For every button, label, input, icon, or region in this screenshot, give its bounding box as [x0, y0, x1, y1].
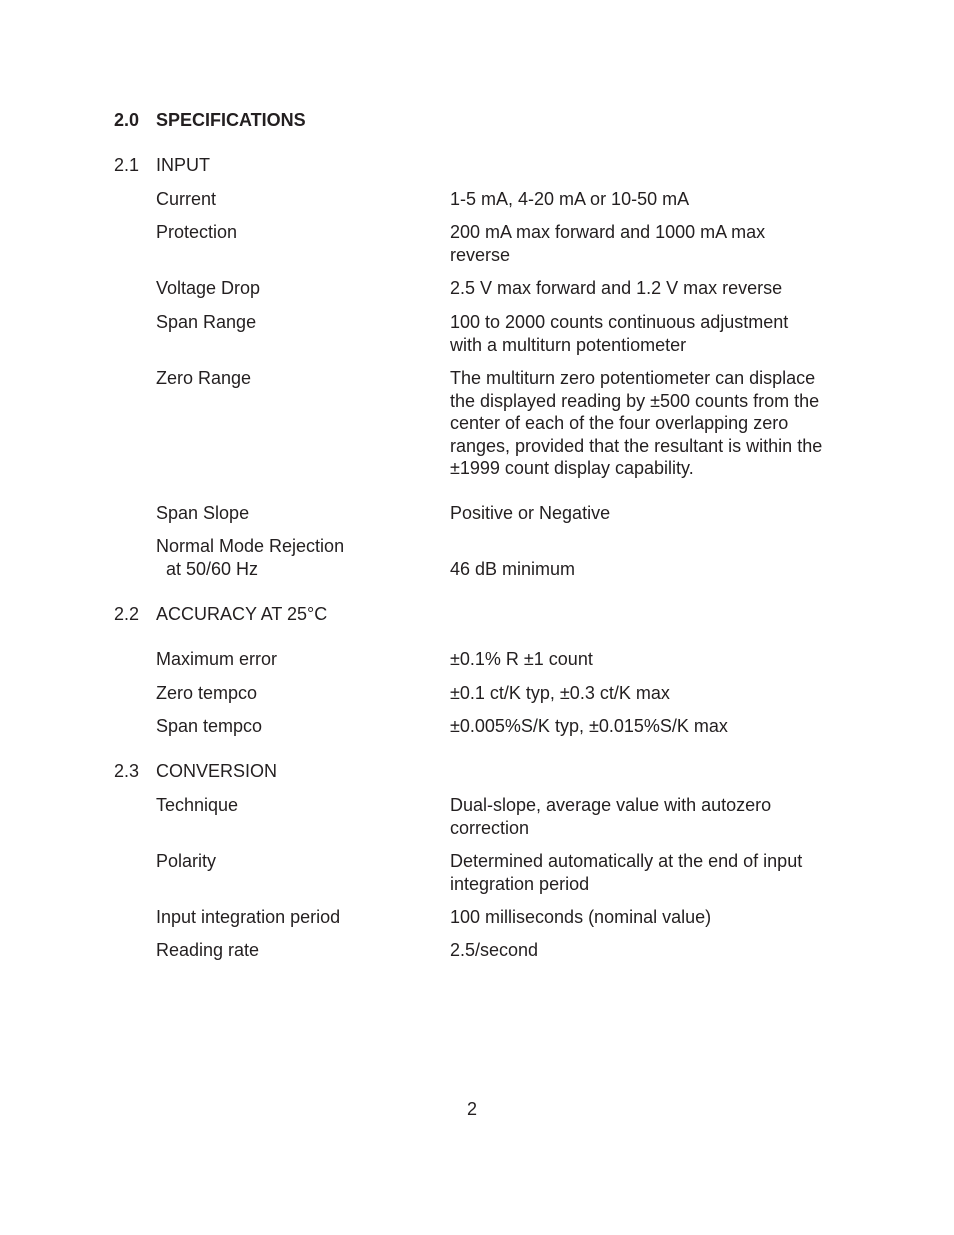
- section-accuracy: [114, 603, 874, 736]
- heading-title: SPECIFICATIONS: [156, 110, 306, 130]
- section-conversion: [114, 760, 874, 960]
- spec-value: 1-5 mA, 4-20 mA or 10-50 mA: [450, 189, 690, 209]
- spec-value: 2.5 V max forward and 1.2 V max reverse: [450, 278, 783, 298]
- page-number: 2: [467, 1099, 478, 1119]
- spec-value: ±0.1 ct/K typ, ±0.3 ct/K max: [450, 683, 670, 703]
- spec-value: 100 to 2000 counts continuous adjustment with a multiturn potentiometer: [450, 312, 789, 355]
- spec-label: Reading rate: [156, 940, 260, 960]
- spec-value: 100 milliseconds (nominal value): [450, 907, 712, 927]
- section-title: CONVERSION: [156, 761, 278, 781]
- spec-value: 2.5/second: [450, 940, 539, 960]
- spec-label: Protection: [156, 222, 238, 242]
- spec-label: Maximum error: [156, 649, 278, 669]
- section-number: 2.2: [114, 604, 140, 624]
- spec-label: Zero tempco: [156, 683, 258, 703]
- spec-label: Span tempco: [156, 716, 263, 736]
- section-heading: [114, 760, 874, 783]
- spec-label: Voltage Drop: [156, 278, 261, 298]
- spec-label: Input integration period: [156, 907, 341, 927]
- section-title: ACCURACY AT 25°C: [156, 604, 328, 624]
- spec-value: ±0.1% R ±1 count: [450, 649, 593, 669]
- section-number: 2.3: [114, 761, 140, 781]
- spec-label: Zero Range: [156, 368, 252, 388]
- spec-value: 200 mA max forward and 1000 mA max reverse: [450, 222, 766, 265]
- spec-value: The multiturn zero potentiometer can displace the displayed reading by ±500 counts from the center of each of the four overlapping zero ranges, provided that the resultant is within the ±1999 count display capability.: [450, 368, 823, 478]
- spec-value: Determined automatically at the end of input integration period: [450, 851, 803, 894]
- spec-label: Span Range: [156, 312, 257, 332]
- spec-label: Technique: [156, 795, 239, 815]
- spec-value: Dual-slope, average value with autozero correction: [450, 795, 772, 838]
- spec-value: Positive or Negative: [450, 503, 611, 523]
- heading-number: 2.0: [114, 110, 140, 130]
- section-input: [114, 154, 874, 579]
- spec-label: Span Slope: [156, 503, 250, 523]
- section-heading: [114, 154, 874, 177]
- spec-label: Polarity: [156, 851, 217, 871]
- section-number: 2.1: [114, 155, 140, 175]
- spec-value: ±0.005%S/K typ, ±0.015%S/K max: [450, 716, 728, 736]
- spec-value: 46 dB minimum: [450, 559, 576, 579]
- spec-label: Normal Mode Rejection at 50/60 Hz: [156, 536, 345, 579]
- spec-label: Current: [156, 189, 217, 209]
- section-title: INPUT: [156, 155, 210, 175]
- section-heading: [114, 603, 874, 626]
